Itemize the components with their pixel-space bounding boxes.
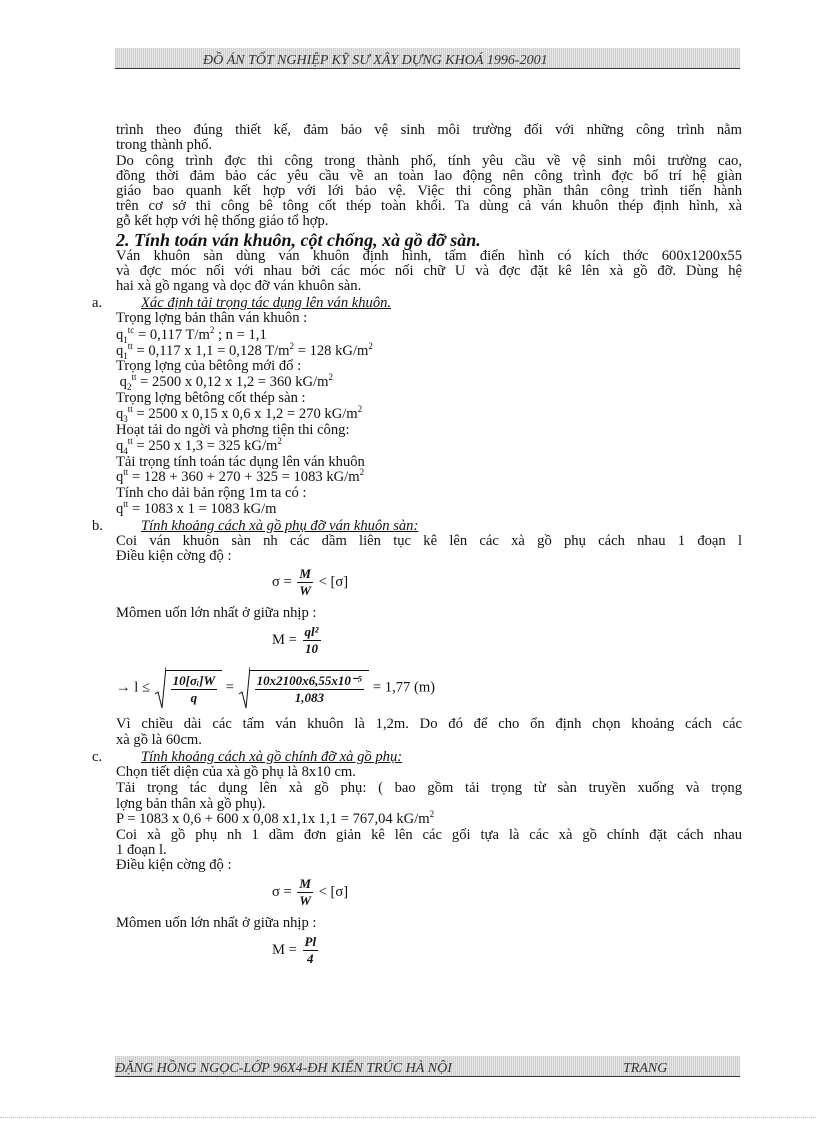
load-formula: $q_1^{tc} = 0,117$ $T/m^2$ ; n = 1,1 <box>116 325 267 345</box>
stress-formula: σ = $\frac{M}{W}$ < [σ] <box>272 566 349 598</box>
header-band <box>115 48 740 69</box>
footer-band <box>115 1056 740 1077</box>
intro-line: đồng thời đảm bảo các yêu cầu về an toàn lao động nên công trình đợc bố trí hệ giàn <box>116 168 742 184</box>
part-title: Tính khoảng cách xà gồ phụ đỡ ván khuôn sàn: <box>141 518 419 534</box>
load-line: Trọng lợng bản thân ván khuôn : <box>116 310 308 326</box>
intro-line: trên cơ sở thi công bê tông cốt thép toàn khối. Ta dùng cả ván khuôn thép định hình, xà <box>116 198 742 214</box>
section-line: và đợc móc nối với nhau bởi các móc nối chữ U và đợc đặt kê lên xà gồ đỡ. Dùng hệ <box>116 263 742 279</box>
span-formula: → l ≤ $\frac{\text{10[σᵢ]W}}{q}$ = $\frac{\text{10x2100x6,55x10⁻⁵}}{1,083}$ = 1,77 (m) <box>116 666 435 710</box>
text-line: Coi xà gồ phụ nh 1 dầm đơn giản kê lên các gối tựa là các xà gồ chính đặt cách nhau <box>116 827 742 843</box>
part-title: Tính khoảng cách xà gồ chính đỡ xà gồ phụ: <box>141 749 403 765</box>
text-line: Điều kiện cờng độ : <box>116 548 232 564</box>
load-line: Trọng lợng của bêtông mới đổ : <box>116 358 302 374</box>
moment-formula: M = $\frac{\text{ql²}}{10}$ <box>272 624 319 656</box>
text-line: Coi ván khuôn sàn nh các dầm liên tục kê lên các xà gồ phụ cách nhau 1 đoạn l <box>116 533 742 549</box>
moment-formula: M = $\frac{Pl}{4}$ <box>272 934 317 966</box>
text-line: 1 đoạn l. <box>116 842 167 858</box>
part-title: Xác định tải trọng tác dụng lên ván khuôn. <box>141 295 392 311</box>
intro-line: giáo bao quanh kết hợp với lới bảo vệ. Việc thi công phần thân công trình tiến hành <box>116 183 742 199</box>
text-line: Tải trọng tác dụng lên xà gồ phụ: ( bao gồm tải trọng từ sàn truyền xuống và trọng <box>116 780 742 796</box>
load-line: Tải trọng tính toán tác dụng lên ván khuôn <box>116 454 365 470</box>
footer-page: TRANG <box>623 1061 668 1076</box>
text-line: xà gồ là 60cm. <box>116 732 202 748</box>
intro-line: trình theo đúng thiết kế, đảm bảo vệ sinh môi trường đối với những công trình nằm <box>116 122 742 138</box>
load-formula: $q_3^{tt} = 2500$ x 0,15 x 0,6 x 1,2 = 270 $kG/m^2$ <box>116 404 363 424</box>
load-formula: $q_4^{tt} = 250$ x 1,3 = 325 $kG/m^2$ <box>116 436 282 456</box>
intro-line: gỗ kết hợp với hệ thống giáo tổ hợp. <box>116 213 329 229</box>
section-heading: 2. Tính toán ván khuôn, cột chống, xà gồ đỡ sàn. <box>116 230 481 250</box>
load-formula: $q^{tt} = 128 + 360 + 270 + 325 = 1083$ $kG/m^2$ <box>116 467 365 485</box>
header-title: ĐỒ ÁN TỐT NGHIỆP KỸ SƯ XÂY DỰNG KHOÁ 1996-2001 <box>203 53 548 68</box>
page-edge-divider <box>0 1117 816 1118</box>
text-line: P = 1083 x 0,6 + 600 x 0,08 x1,1x 1,1 = 767,04 $kG/m^2$ <box>116 809 435 827</box>
load-line: Trọng lợng bêtông cốt thép sàn : <box>116 390 306 406</box>
text-line: Mômen uốn lớn nhất ở giữa nhịp : <box>116 605 317 621</box>
load-line: Hoạt tải do ngời và phơng tiện thi công: <box>116 422 350 438</box>
load-formula: $q^{tt} = 1083$ x 1 = 1083 kG/m <box>116 499 277 517</box>
part-label: a. <box>92 295 103 311</box>
intro-line: trong thành phố. <box>116 137 213 153</box>
footer-author: ĐẶNG HỒNG NGỌC-LỚP 96X4-ĐH KIẾN TRÚC HÀ NỘI <box>115 1061 452 1076</box>
part-label: c. <box>92 749 103 765</box>
text-line: Điều kiện cờng độ : <box>116 857 232 873</box>
stress-formula: σ = $\frac{M}{W}$ < [σ] <box>272 876 349 908</box>
load-line: Tính cho dải bản rộng 1m ta có : <box>116 485 307 501</box>
intro-line: Do công trình đợc thi công trong thành phố, tính yêu cầu về vệ sinh môi trường cao, <box>116 153 742 169</box>
text-line: lợng bản thân xà gồ phụ). <box>116 796 266 812</box>
section-line: Ván khuôn sàn dùng ván khuôn định hình, tấm điển hình có kích thớc 600x1200x55 <box>116 248 742 264</box>
load-formula: $q_1^{tt} = 0,117$ x 1,1 = 0,128 $T/m^2 = 128$ $kG/m^2$ <box>116 341 373 361</box>
text-line: Mômen uốn lớn nhất ở giữa nhịp : <box>116 915 317 931</box>
section-line: hai xà gồ ngang và dọc đỡ ván khuôn sàn. <box>116 278 362 294</box>
load-formula: $q_2^{tt} = 2500$ x 0,12 x 1,2 = 360 $kG/m^2$ <box>116 372 333 392</box>
part-label: b. <box>92 518 103 534</box>
text-line: Chọn tiết diện của xà gồ phụ là 8x10 cm. <box>116 764 356 780</box>
text-line: Vì chiều dài các tấm ván khuôn là 1,2m. Do đó để cho ổn định chọn khoảng cách các <box>116 716 742 732</box>
